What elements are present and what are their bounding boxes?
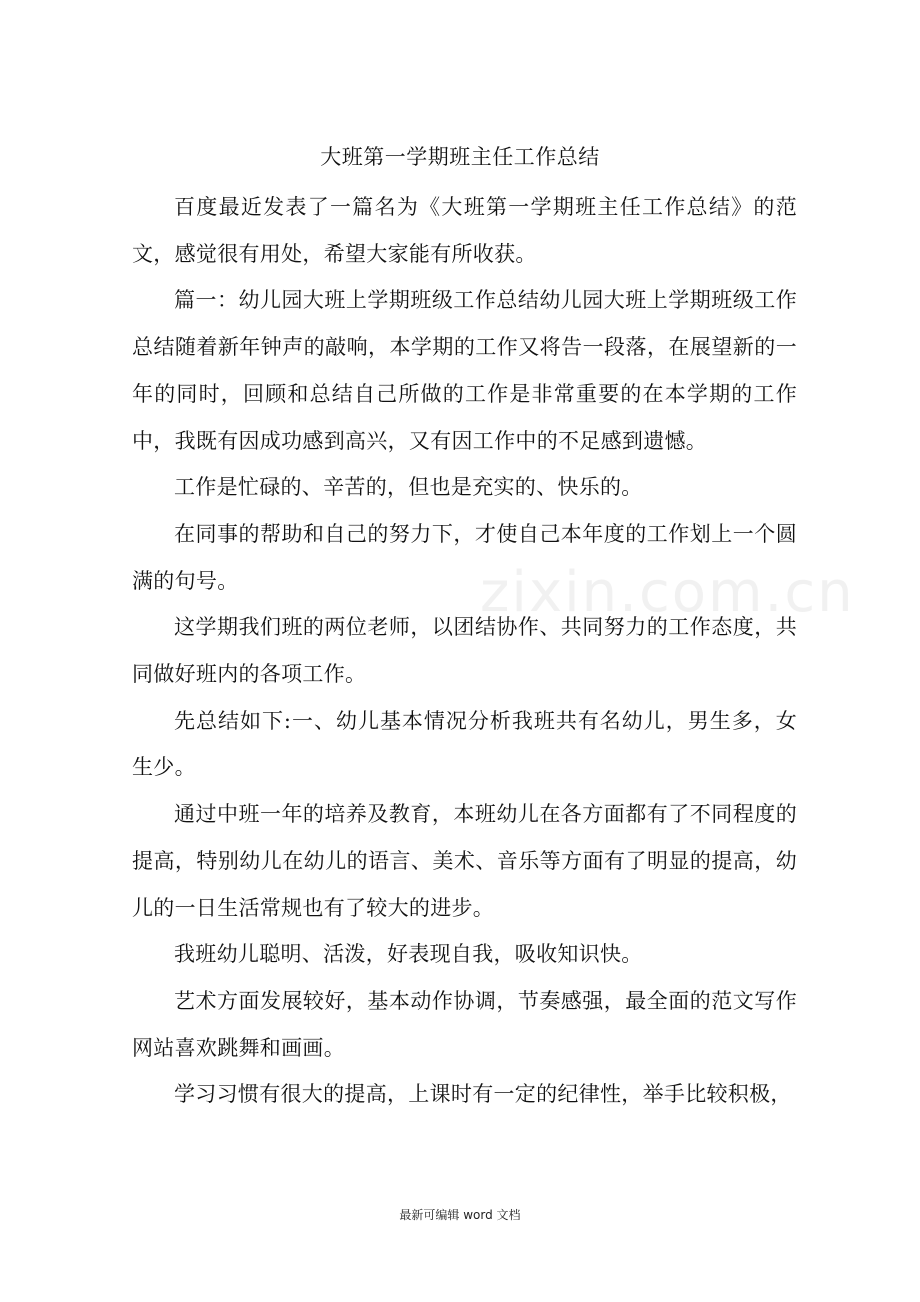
paragraph: 我班幼儿聪明、活泼，好表现自我，吸收知识快。 <box>174 942 643 967</box>
document-title: 大班第一学期班主任工作总结 <box>320 145 600 169</box>
paragraph: 工作是忙碌的、辛苦的，但也是充实的、快乐的。 <box>174 475 643 500</box>
paragraph: 百度最近发表了一篇名为《大班第一学期班主任工作总结》的范文，感觉很有用处，希望大家能有所收获。 <box>132 195 797 266</box>
watermark: zixin.com.cn <box>480 560 855 625</box>
paragraph: 这学期我们班的两位老师，以团结协作、共同努力的工作态度，共同做好班内的各项工作。 <box>132 615 797 687</box>
page-footer: 最新可编辑 word 文档 <box>399 1208 521 1222</box>
document-body <box>132 184 797 1118</box>
paragraph: 篇一：幼儿园大班上学期班级工作总结幼儿园大班上学期班级工作总结随着新年钟声的敲响，本学期的工作又将告一段落，在展望新的一年的同时，回顾和总结自己所做的工作是非常重要的在本学期的工作中，我既有因成功感到高兴，又有因工作中的不足感到遗憾。 <box>132 288 797 453</box>
paragraph: 艺术方面发展较好，基本动作协调，节奏感强，最全面的范文写作网站喜欢跳舞和画画。 <box>132 988 797 1060</box>
paragraph: 先总结如下:一、幼儿基本情况分析我班共有名幼儿，男生多，女生少。 <box>132 708 797 780</box>
paragraph: 通过中班一年的培养及教育，本班幼儿在各方面都有了不同程度的提高，特别幼儿在幼儿的语言、美术、音乐等方面有了明显的提高，幼儿的一日生活常规也有了较大的进步。 <box>132 802 797 920</box>
paragraph: 学习习惯有很大的提高，上课时有一定的纪律性，举手比较积极， <box>174 1082 792 1107</box>
paragraph: 在同事的帮助和自己的努力下，才使自己本年度的工作划上一个圆满的句号。 <box>132 521 797 593</box>
